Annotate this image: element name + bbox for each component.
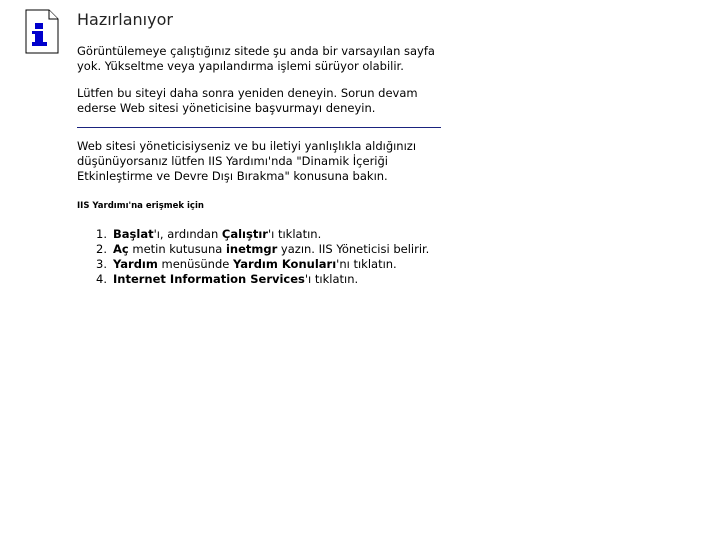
list-item [77, 257, 441, 272]
step-number: 1. [96, 227, 107, 241]
step-number: 2. [96, 242, 107, 256]
list-item [77, 227, 441, 242]
step-number: 4. [96, 272, 107, 286]
list-item [77, 272, 441, 287]
steps-list [77, 227, 441, 287]
step-number: 3. [96, 257, 107, 271]
step-text: Başlat'ı, ardından Çalıştır'ı tıklatın. [113, 227, 322, 241]
list-item [77, 242, 441, 257]
step-text: Internet Information Services'ı tıklatın. [113, 272, 359, 286]
admin-note: Web sitesi yöneticisiyseniz ve bu iletiyi yanlışlıkla aldığınızı düşünüyorsanız lütfen IIS Yardımı'nda "Dinamik İçeriği Etkinleştirme ve Devre Dışı Bırakma" konusuna bakın. [77, 139, 417, 183]
info-icon [25, 9, 59, 54]
main-content [77, 10, 441, 287]
intro-text: Görüntülemeye çalıştığınız sitede şu anda bir varsayılan sayfa yok. Yükseltme veya yapılandırma işlemi sürüyor olabilir. [77, 44, 435, 73]
step-text: Yardım menüsünde Yardım Konuları'nı tıklatın. [113, 257, 397, 271]
page-title: Hazırlanıyor [77, 10, 173, 29]
divider [77, 127, 441, 128]
step-text: Aç metin kutusuna inetmgr yazın. IIS Yöneticisi belirir. [113, 242, 430, 256]
retry-text: Lütfen bu siteyi daha sonra yeniden deneyin. Sorun devam ederse Web sitesi yöneticisine başvurmayı deneyin. [77, 86, 418, 115]
help-heading: IIS Yardımı'na erişmek için [77, 201, 204, 211]
